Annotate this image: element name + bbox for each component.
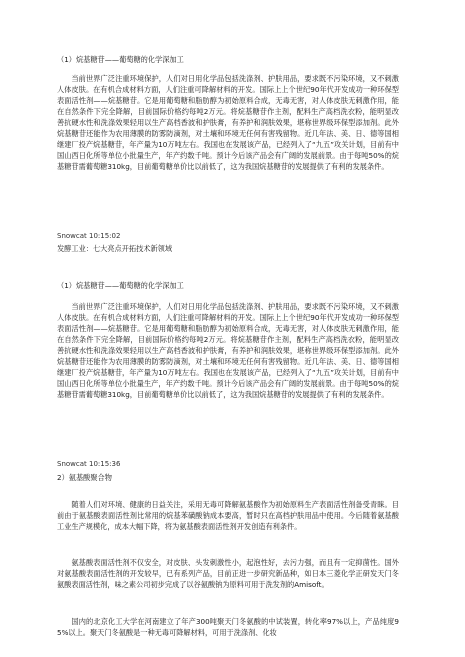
paragraph-amino-acid-surfactant: 氨基酸表面活性剂不仅安全，对皮肤、头发刺激性小，起泡性好，去污力强，而且有一定抑菌性。国外对氨基酸表面活性剂的开发较早，已有系列产品，目前正进一步研究新品种，如日本三菱化学正研发天门冬氨酸表面活性剂，味之素公司初步完成了以谷氨酸钠为原料可用于洗发剂的Amisoft。 — [57, 558, 399, 589]
timestamp: Snowcat 10:15:36 — [57, 460, 121, 468]
paragraph-aspartic-acid: 国内的北京化工大学在河南建立了年产300吨聚天门冬氨酸的中试装置，转化率97%以上，产品纯度95%以上。聚天门冬氨酸是一种无毒可降解材料，可用于洗涤剂、化妆 — [57, 617, 399, 637]
paragraph-alkyl-glycoside-repeat: 当前世界广泛注重环境保护，人们对日用化学品包括洗涤剂、护肤用品，要求既不污染环境，又不刺激人体皮肤。在有机合成材料方面，人们注重可降解材料的开发。国际上上个世纪90年代开发成功一种环保型表面活性剂——烷基糖苷。它是用葡萄糖和脂肪醇为初始原料合成，无毒无害，对人体皮肤无刺激作用，能在自然条件下完全降解，目前国际价格约每吨2万元。将烷基糖苷作主剂，配料生产高档洗衣粉，能明显改善抗硬水性和洗涤效果轻用以生产高档香波和护肤膏，有养护和润肤效果，堪称世界级环保型添加剂。此外烷基糖苷还能作为农用薄膜的防雾防滴剂，对土壤和环境无任何有害残留物。近几年法、美、日、德等国相继建厂投产烷基糖苷，年产量为10万吨左右。我国也在发展该产品，已经列入了“九五”攻关计划，目前有中国山西日化所等单位小批量生产，年产约数千吨。预计今后该产品会有广阔的发展前景。由于每吨50%的烷基糖苷需葡萄糖310kg，目前葡萄糖单价比以前低了，这为我国烷基糖苷的发展提供了有利的发展条件。 — [57, 302, 399, 399]
paragraph-amino-acid-intro: 随着人们对环境、健康的日益关注，采用无毒可降解氨基酸作为初始原料生产表面活性剂备受青睐。目前由于氨基酸表面活性剂比常用的烷基苯磺酸钠成本要高，暂时只在高档护肤用品中使用。今后随着氨基酸工业生产规模化，成本大幅下降，将为氨基酸表面活性剂开发创造有利条件。 — [57, 500, 399, 531]
timestamp: Snowcat 10:15:02 — [57, 232, 121, 240]
section-heading-amino-acid-polymer: 2）氨基酸聚合物 — [57, 473, 112, 482]
section-heading-alkyl-glycoside-repeat: （1）烷基糖苷——葡萄糖的化学深加工 — [57, 281, 184, 290]
article-link[interactable]: 发酵工业：七大亮点开拓技术新领域 — [57, 244, 173, 253]
paragraph-alkyl-glycoside: 当前世界广泛注重环境保护，人们对日用化学品包括洗涤剂、护肤用品，要求既不污染环境，又不刺激人体皮肤。在有机合成材料方面，人们注重可降解材料的开发。国际上上个世纪90年代开发成功一种环保型表面活性剂——烷基糖苷。它是用葡萄糖和脂肪醇为初始原料合成，无毒无害，对人体皮肤无刺激作用，能在自然条件下完全降解，目前国际价格约每吨2万元。将烷基糖苷作主剂，配料生产高档洗衣粉，能明显改善抗硬水性和洗涤效果轻用以生产高档香波和护肤膏，有养护和润肤效果，堪称世界级环保型添加剂。此外烷基糖苷还能作为农用薄膜的防雾防滴剂，对土壤和环境无任何有害残留物。近几年法、美、日、德等国相继建厂投产烷基糖苷，年产量为10万吨左右。我国也在发展该产品，已经列入了“九五”攻关计划，目前有中国山西日化所等单位小批量生产，年产约数千吨。预计今后该产品会有广阔的发展前景。由于每吨50%的烷基糖苷需葡萄糖310kg，目前葡萄糖单价比以前低了，这为我国烷基糖苷的发展提供了有利的发展条件。 — [57, 74, 399, 171]
section-heading-alkyl-glycoside: （1）烷基糖苷——葡萄糖的化学深加工 — [57, 55, 184, 64]
